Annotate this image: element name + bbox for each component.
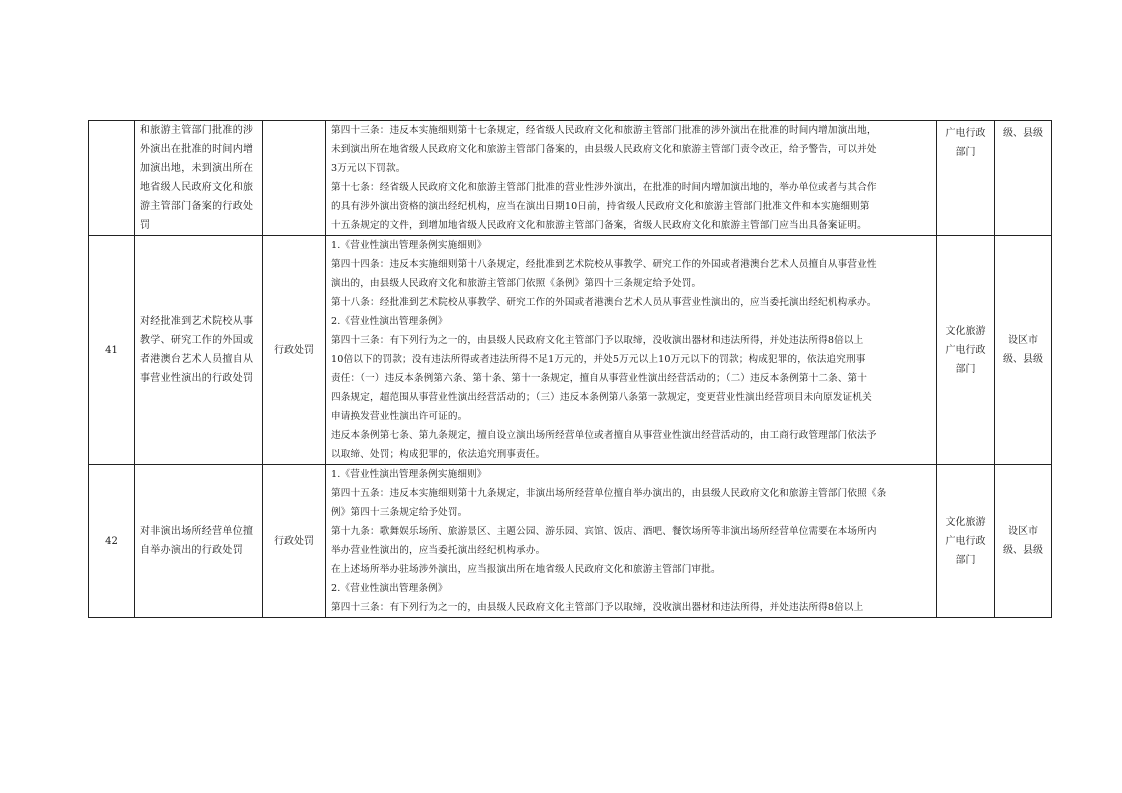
legal-basis — [326, 465, 937, 618]
table-row — [89, 121, 1052, 236]
basis-line: 第十九条：歌舞娱乐场所、旅游景区、主题公园、游乐园、宾馆、饭店、酒吧、餐饮场所等非演出场所经营单位需要在本场所内 — [331, 526, 877, 537]
table-row — [89, 465, 1052, 618]
legal-basis — [326, 121, 937, 236]
department: 广电行政部门 — [937, 121, 995, 236]
basis-line: 第四十三条：有下列行为之一的，由县级人民政府文化主管部门予以取缔，没收演出器材和违法所得，并处违法所得8倍以上 — [331, 335, 864, 346]
basis-line: 责任：（一）违反本条例第六条、第十条、第十一条规定，擅自从事营业性演出经营活动的；（二）违反本条例第十二条、第十 — [331, 373, 868, 384]
item-type: 行政处罚 — [263, 236, 326, 465]
department: 文化旅游广电行政部门 — [937, 236, 995, 465]
item-type: 行政处罚 — [263, 465, 326, 618]
basis-line: 3万元以下罚款。 — [331, 163, 406, 174]
basis-line: 1.《营业性演出管理条例实施细则》 — [331, 469, 487, 480]
basis-line: 的具有涉外演出资格的演出经纪机构，应当在演出日期10日前，持省级人民政府文化和旅游主管部门批准文件和本实施细则第 — [331, 201, 870, 212]
basis-line: 四条规定，超范围从事营业性演出经营活动的；（三）违反本条例第八条第一款规定，变更营业性演出经营项目未向原发证机关 — [331, 392, 872, 403]
basis-line: 例》第四十三条规定给予处罚。 — [331, 507, 468, 518]
basis-line: 第四十四条：违反本实施细则第十八条规定，经批准到艺术院校从事教学、研究工作的外国或者港澳台艺术人员擅自从事营业性 — [331, 259, 877, 270]
basis-line: 2.《营业性演出管理条例》 — [331, 316, 448, 327]
basis-line: 1.《营业性演出管理条例实施细则》 — [331, 240, 487, 251]
department: 文化旅游广电行政部门 — [937, 465, 995, 618]
basis-line: 申请换发营业性演出许可证的。 — [331, 411, 468, 422]
row-number: 41 — [89, 236, 135, 465]
admin-level: 设区市级、县级 — [995, 236, 1052, 465]
basis-line: 10倍以下的罚款；没有违法所得或者违法所得不足1万元的，并处5万元以上10万元以下的罚款；构成犯罪的，依法追究刑事 — [331, 354, 866, 365]
basis-line: 举办营业性演出的，应当委托演出经纪机构承办。 — [331, 545, 546, 556]
basis-line: 第四十五条：违反本实施细则第十九条规定，非演出场所经营单位擅自举办演出的，由县级人民政府文化和旅游主管部门依照《条 — [331, 488, 887, 499]
item-name: 对经批准到艺术院校从事教学、研究工作的外国或者港澳台艺术人员擅自从事营业性演出的行政处罚 — [135, 236, 263, 465]
admin-level: 级、县级 — [995, 121, 1052, 236]
item-type — [263, 121, 326, 236]
basis-line: 十五条规定的文件，到增加地省级人民政府文化和旅游主管部门备案，省级人民政府文化和旅游主管部门应当出具备案证明。 — [331, 220, 867, 231]
basis-line: 在上述场所举办驻场涉外演出，应当报演出所在地省级人民政府文化和旅游主管部门审批。 — [331, 564, 721, 575]
row-number — [89, 121, 135, 236]
basis-line: 演出的，由县级人民政府文化和旅游主管部门依照《条例》第四十三条规定给予处罚。 — [331, 278, 702, 289]
admin-level: 设区市级、县级 — [995, 465, 1052, 618]
basis-line: 未到演出所在地省级人民政府文化和旅游主管部门备案的，由县级人民政府文化和旅游主管部门责令改正，给予警告，可以并处 — [331, 144, 877, 155]
table-row — [89, 236, 1052, 465]
basis-line: 以取缔、处罚；构成犯罪的，依法追究刑事责任。 — [331, 449, 546, 460]
basis-line: 2.《营业性演出管理条例》 — [331, 583, 448, 594]
legal-basis — [326, 236, 937, 465]
item-name: 对非演出场所经营单位擅自举办演出的行政处罚 — [135, 465, 263, 618]
item-name: 和旅游主管部门批准的涉外演出在批准的时间内增加演出地，未到演出所在地省级人民政府文化和旅游主管部门备案的行政处罚 — [135, 121, 263, 236]
basis-line: 第四十三条：违反本实施细则第十七条规定，经省级人民政府文化和旅游主管部门批准的涉外演出在批准的时间内增加演出地， — [331, 125, 877, 136]
row-number: 42 — [89, 465, 135, 618]
basis-line: 第四十三条：有下列行为之一的，由县级人民政府文化主管部门予以取缔，没收演出器材和违法所得，并处违法所得8倍以上 — [331, 602, 864, 613]
basis-line: 违反本条例第七条、第九条规定，擅自设立演出场所经营单位或者擅自从事营业性演出经营活动的，由工商行政管理部门依法予 — [331, 430, 877, 441]
basis-line: 第十八条：经批准到艺术院校从事教学、研究工作的外国或者港澳台艺术人员从事营业性演出的，应当委托演出经纪机构承办。 — [331, 297, 877, 308]
basis-line: 第十七条：经省级人民政府文化和旅游主管部门批准的营业性涉外演出，在批准的时间内增加演出地的，举办单位或者与其合作 — [331, 182, 877, 193]
regulation-table — [88, 120, 1052, 618]
